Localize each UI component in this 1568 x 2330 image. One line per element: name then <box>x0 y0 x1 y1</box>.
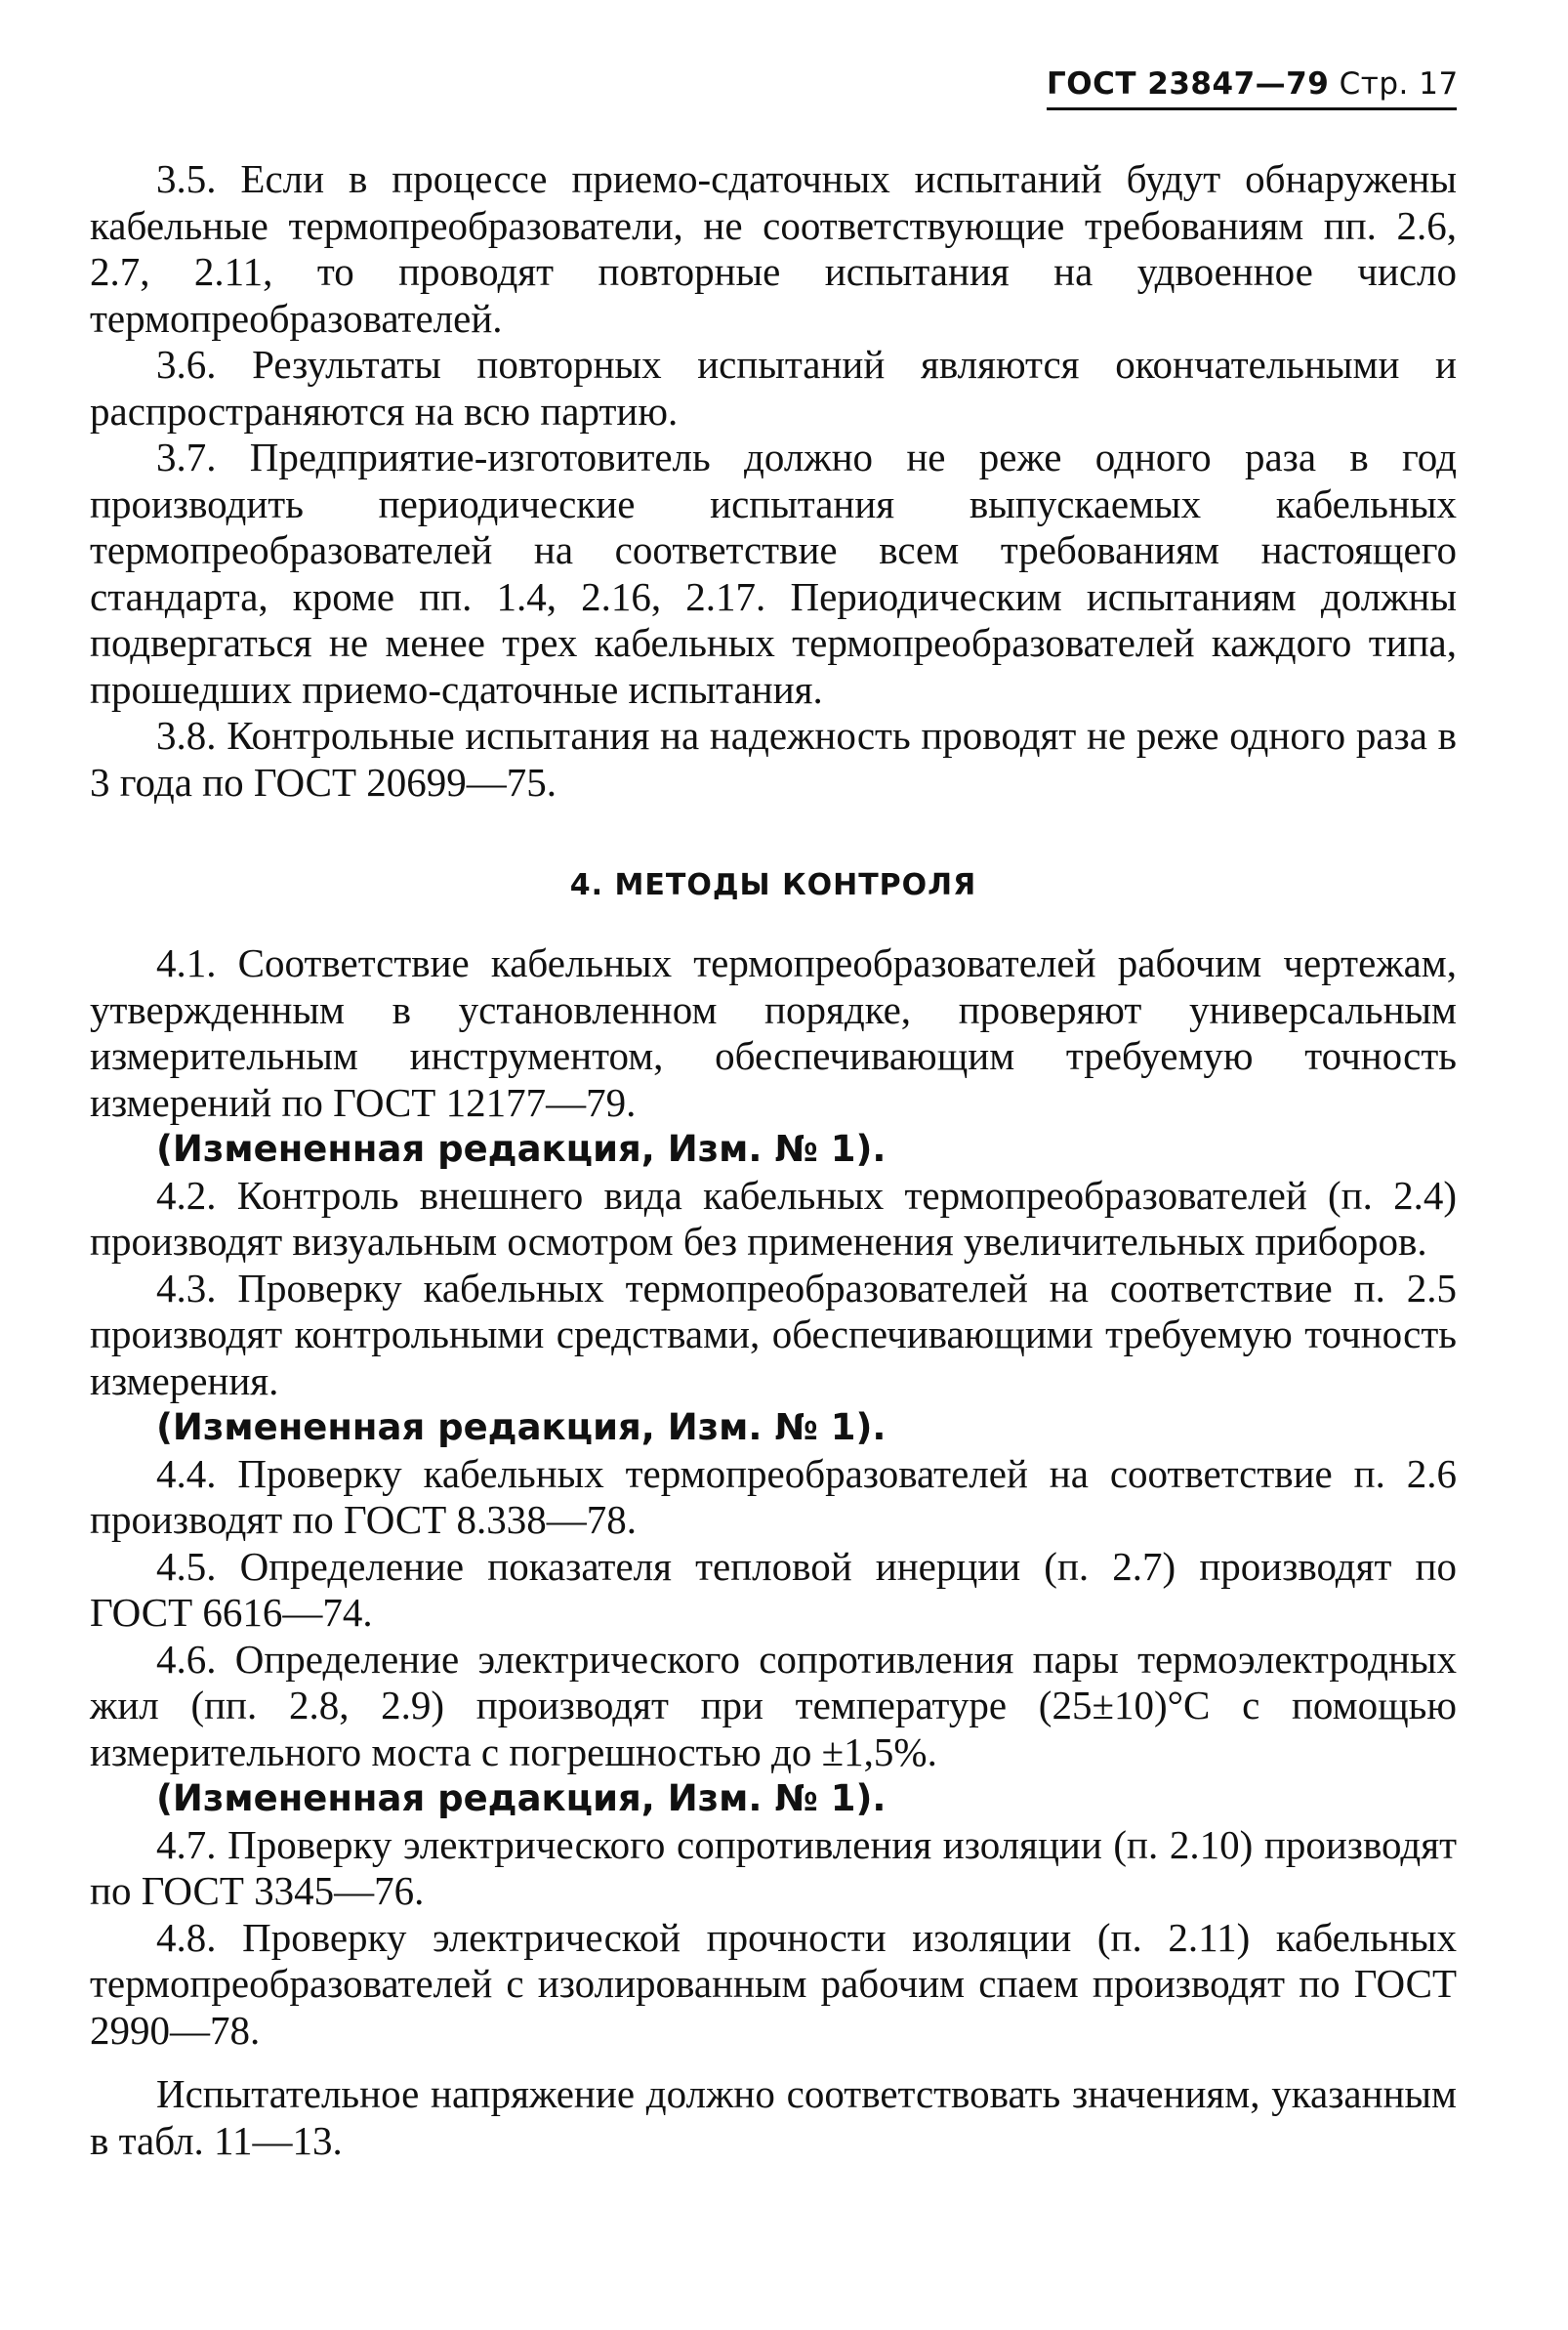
page-number: Стр. 17 <box>1339 66 1459 102</box>
document-page <box>90 0 1457 2330</box>
paragraph-4-4: 4.4. Проверку кабельных термопреобразователей на соответствие п. 2.6 производят по ГОСТ 8.338—78. <box>90 1450 1457 1542</box>
paragraph-4-3: 4.3. Проверку кабельных термопреобразователей на соответствие п. 2.5 производят контрольными средствами, обеспечивающими требуемую точность измерения. <box>90 1265 1457 1403</box>
paragraph-4-1: 4.1. Соответствие кабельных термопреобразователей рабочим чертежам, утвержденным в установленном порядке, проверяют универсальным измерительным инструментом, обеспечивающим требуемую точность измерений по ГОСТ 12177—79. <box>90 940 1457 1125</box>
paragraph-4-8: 4.8. Проверку электрической прочности изоляции (п. 2.11) кабельных термопреобразователей с изолированным рабочим спаем производят по ГОСТ 2990—78. <box>90 1914 1457 2053</box>
paragraph-3-6: 3.6. Результаты повторных испытаний являются окончательными и распространяются на всю партию. <box>90 342 1457 434</box>
paragraph-4-6: 4.6. Определение электрического сопротивления пары термоэлектродных жил (пп. 2.8, 2.9) производят при температуре (25±10)°С с помощью измерительного моста с погрешностью до ±1,5%. <box>90 1636 1457 1774</box>
body-text <box>90 156 1457 2164</box>
running-header <box>1047 66 1457 110</box>
paragraph-4-5: 4.5. Определение показателя тепловой инерции (п. 2.7) производят по ГОСТ 6616—74. <box>90 1543 1457 1635</box>
paragraph-4-7: 4.7. Проверку электрического сопротивления изоляции (п. 2.10) производят по ГОСТ 3345—76. <box>90 1821 1457 1913</box>
amendment-note: (Измененная редакция, Изм. № 1). <box>156 1406 887 1448</box>
paragraph-3-8: 3.8. Контрольные испытания на надежность проводят не реже одного раза в 3 года по ГОСТ 20699—75. <box>90 713 1457 805</box>
amendment-note: (Измененная редакция, Изм. № 1). <box>156 1128 887 1170</box>
standard-number: ГОСТ 23847—79 <box>1047 66 1330 102</box>
paragraph-3-7: 3.7. Предприятие-изготовитель должно не реже одного раза в год производить периодические испытания выпускаемых кабельных термопреобразователей на соответствие всем требованиям настоящего стандарта, кроме пп. 1.4, 2.16, 2.17. Периодическим испытаниям должны подвергаться не менее трех кабельных термопреобразователей каждого типа, прошедших приемо-сдаточные испытания. <box>90 435 1457 712</box>
paragraph-4-2: 4.2. Контроль внешнего вида кабельных термопреобразователей (п. 2.4) производят визуальным осмотром без применения увеличительных приборов. <box>90 1172 1457 1264</box>
paragraph-4-8-note: Испытательное напряжение должно соответствовать значениям, указанным в табл. 11—13. <box>90 2071 1457 2163</box>
amendment-note: (Измененная редакция, Изм. № 1). <box>156 1777 887 1819</box>
paragraph-3-5: 3.5. Если в процессе приемо-сдаточных испытаний будут обнаружены кабельные термопреобразователи, не соответствующие требованиям пп. 2.6, 2.7, 2.11, то проводят повторные испытания на удвоенное число термопреобразователей. <box>90 156 1457 341</box>
section-title: 4. МЕТОДЫ КОНТРОЛЯ <box>569 868 977 902</box>
